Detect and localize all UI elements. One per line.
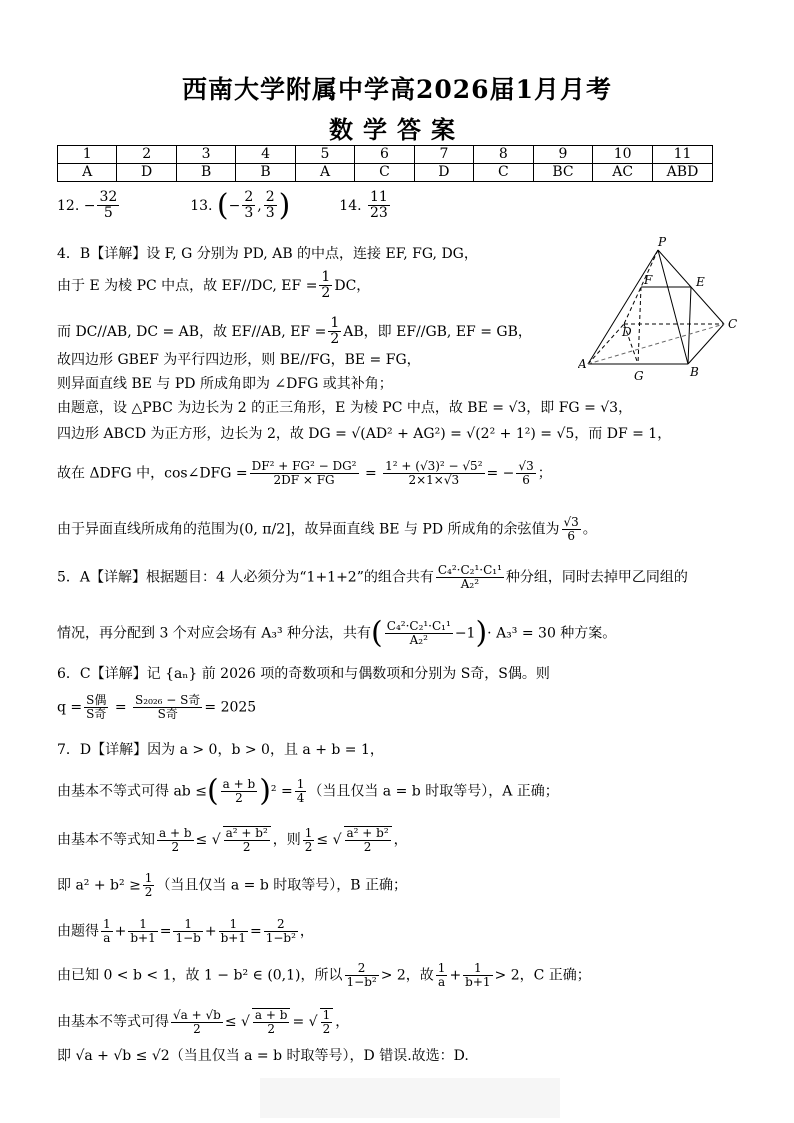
q4-half-2: $\frac{1}{2}$ bbox=[330, 315, 340, 348]
q7-l7-frac-2-den: 2 bbox=[267, 1022, 275, 1037]
q7-l5-frac-1-den: a bbox=[103, 931, 111, 946]
q13-label: 13. bbox=[190, 197, 213, 214]
q7-l5-frac-1 bbox=[101, 918, 113, 945]
q5-frac-1-den: A₂² bbox=[460, 577, 480, 592]
q7-l7-frac-3-den: 2 bbox=[322, 1022, 331, 1037]
q4-line-9-b: ，故异面直线 BE 与 PD 所成角的余弦值为 bbox=[290, 521, 560, 538]
q4-cos-frac-1 bbox=[250, 460, 359, 487]
question-number-cell: 7 bbox=[414, 146, 473, 164]
q5-line-2-c: · A₃³ = 30 种方案。 bbox=[487, 625, 617, 642]
q14-num: 11 bbox=[370, 189, 388, 205]
answer-cell: C bbox=[474, 164, 533, 182]
q7-frac-b-den: 4 bbox=[296, 791, 305, 806]
q4-angle-range: (0, π/2] bbox=[239, 521, 291, 538]
q7-frac-b bbox=[295, 778, 307, 805]
answer-cell: A bbox=[295, 164, 354, 182]
q4-line-2 bbox=[57, 270, 370, 302]
q4-line-8-a: 故在 ΔDFG 中，cos∠DFG = bbox=[57, 465, 248, 482]
q7-line-5-b: ， bbox=[299, 923, 314, 940]
q4-line-9 bbox=[57, 516, 597, 543]
q6-frac-2-den: S奇 bbox=[157, 707, 178, 722]
q4-answer-den: 6 bbox=[567, 529, 575, 544]
q7-l5-frac-2-den: b+1 bbox=[130, 931, 156, 946]
q4-line-8-b: = − bbox=[486, 465, 515, 482]
question-number-cell: 11 bbox=[652, 146, 712, 164]
q7-frac-f bbox=[344, 826, 392, 854]
answer-cell: C bbox=[355, 164, 414, 182]
q4-answer-num: √3 bbox=[563, 515, 579, 529]
vertex-label-d: D bbox=[622, 325, 632, 339]
q7-frac-a-den: 2 bbox=[235, 791, 243, 806]
q7-frac-d-den: 2 bbox=[242, 840, 251, 855]
q7-l5-frac-3 bbox=[173, 918, 202, 945]
question-number-cell: 6 bbox=[355, 146, 414, 164]
edge-ad bbox=[588, 324, 624, 364]
q4-line-3 bbox=[57, 316, 532, 348]
q7-frac-b-num: 1 bbox=[296, 777, 305, 791]
answer-cell: D bbox=[414, 164, 473, 182]
q13-b-num: 2 bbox=[265, 189, 275, 205]
q7-l6-frac-2-den: a bbox=[438, 975, 446, 990]
q7-l6-frac-2-num: 1 bbox=[437, 961, 446, 975]
q7-line-4-b: （当且仅当 a = b 时取等号），B 正确； bbox=[156, 877, 408, 894]
q7-frac-a bbox=[221, 778, 258, 805]
q6-frac-1 bbox=[84, 694, 108, 721]
q7-l7-frac-3 bbox=[320, 1008, 334, 1036]
q7-line-2: 由基本不等式可得 ab ≤( $\frac{a + b}{2}$ )² = $\frac{1}{4}$ （当且仅当 a = b 时取等号），A 正确； bbox=[57, 773, 559, 809]
q5-frac-2-num: C₄²·C₂¹·C₁¹ bbox=[386, 619, 451, 633]
q7-line-6-b: > 2，故 bbox=[380, 967, 434, 984]
q5-frac-2-den: A₂² bbox=[409, 633, 428, 648]
q6-frac-1-num: S偶 bbox=[86, 693, 107, 707]
q7-l7-frac-1-num: √a + √b bbox=[173, 1007, 221, 1022]
vertex-label-b: B bbox=[690, 365, 699, 379]
q13-sign: − bbox=[228, 197, 241, 214]
q7-l5-frac-5-den: 1−b² bbox=[265, 931, 296, 946]
q7-l5-frac-1-num: 1 bbox=[103, 917, 111, 931]
answer-cell: AC bbox=[593, 164, 653, 182]
q5-line-1-a: 5．A【详解】根据题目：4 人必须分为“1+1+2”的组合共有 bbox=[57, 569, 434, 586]
q7-frac-d-num: a² + b² bbox=[225, 826, 268, 840]
q7-line-7-c: = √ bbox=[292, 1014, 318, 1031]
q7-l7-frac-3-num: 1 bbox=[322, 1008, 331, 1022]
q13-frac-b bbox=[264, 190, 277, 222]
q7-l6-frac-1-num: 2 bbox=[345, 962, 379, 976]
question-number-cell: 10 bbox=[593, 146, 653, 164]
q7-l5-frac-2-num: 1 bbox=[128, 918, 157, 932]
q7-line-7-a: 由基本不等式可得 bbox=[57, 1014, 169, 1031]
q7-l7-frac-2-num: a + b bbox=[254, 1008, 288, 1022]
q7-frac-g bbox=[143, 872, 155, 899]
q14-label: 14. bbox=[339, 197, 362, 214]
fill-in-answers: 12. − $\frac{32}{5}$ 13. (− $\frac{2}{3}$ , $\frac{2}{3}$ ) 14. $\frac{11}{23}$ bbox=[57, 187, 388, 223]
q5-line-1 bbox=[57, 564, 688, 591]
q14-fraction bbox=[368, 190, 390, 222]
q7-l7-frac-1-den: 2 bbox=[193, 1021, 201, 1036]
q4-line-3-a: 而 DC//AB, DC = AB，故 EF//AB, EF = bbox=[57, 323, 327, 340]
q7-l7-frac-2 bbox=[252, 1008, 291, 1036]
q7-l5-frac-4-num: 1 bbox=[219, 918, 248, 932]
q4-cos-frac-1-num: DF² + FG² − DG² bbox=[251, 459, 357, 473]
q7-frac-f-num: a² + b² bbox=[346, 826, 389, 840]
answer-cell: BC bbox=[533, 164, 593, 182]
q7-line-7 bbox=[57, 1008, 349, 1036]
q4-line-3-b: AB，即 EF//GB, EF = GB， bbox=[343, 323, 532, 340]
q7-l5-frac-4 bbox=[219, 918, 248, 945]
q7-line-5: 由题得 $\frac{1}{a}$ + $\frac{1}{b+1}$ = $\frac{1}{1-b}$ + $\frac{1}{b+1}$ = $\frac{2}{\text{1−b²}}$ ， bbox=[57, 917, 314, 946]
q7-line-5-a: 由题得 bbox=[57, 923, 99, 940]
q13-frac-a bbox=[242, 190, 255, 222]
q7-frac-c bbox=[157, 827, 194, 854]
q7-frac-e-den: 2 bbox=[304, 839, 313, 854]
answer-cell: A bbox=[58, 164, 117, 182]
q7-line-8: 即 √a + √b ≤ √2（当且仅当 a = b 时取等号），D 错误.故选：D. bbox=[57, 1048, 469, 1064]
q7-line-2-b: ² = bbox=[270, 783, 293, 800]
q7-l5-frac-5-num: 2 bbox=[264, 918, 298, 932]
question-number-cell: 4 bbox=[236, 146, 295, 164]
q7-line-3-c: ，则 bbox=[272, 832, 301, 849]
page-subtitle: 数学答案 bbox=[329, 115, 465, 144]
question-number-cell: 3 bbox=[176, 146, 235, 164]
q4-answer-frac bbox=[562, 516, 581, 543]
q4-line-2-a: 由于 E 为棱 PC 中点，故 EF//DC, EF = bbox=[57, 277, 318, 294]
q5-line-2-b: −1 bbox=[454, 625, 476, 642]
q13-b-den: 3 bbox=[265, 205, 275, 222]
question-number-cell: 8 bbox=[474, 146, 533, 164]
q5-frac-2 bbox=[385, 620, 453, 647]
vertex-label-g: G bbox=[634, 369, 644, 383]
q5-line-2-a: 情况，再分配到 3 个对应会场有 A₃³ 种分法，共有 bbox=[57, 625, 372, 642]
segment-fg bbox=[638, 287, 641, 364]
q12-num: 32 bbox=[99, 189, 118, 205]
question-number-cell: 9 bbox=[533, 146, 593, 164]
page-title: 西南大学附属中学高2026届1月月考 bbox=[182, 75, 612, 104]
q7-l5-frac-2 bbox=[128, 918, 157, 945]
answer-cell: D bbox=[117, 164, 176, 182]
q4-half-1: $\frac{1}{2}$ bbox=[321, 269, 331, 302]
q7-l6-frac-3 bbox=[463, 962, 492, 989]
q7-line-7-b: ≤ √ bbox=[224, 1014, 250, 1031]
q7-l5-frac-3-num: 1 bbox=[173, 918, 202, 932]
q4-cos-frac-2-den: 2×1×√3 bbox=[408, 473, 460, 488]
answer-table-answer-row bbox=[58, 164, 713, 182]
q5-line-2: 情况，再分配到 3 个对应会场有 A₃³ 种分法，共有( $\frac{\text{C₄²·C₂¹·C₁¹}}{\text{A₂²}}$ −1)· A₃³ = 30 种方案。 bbox=[57, 615, 617, 651]
q4-cos-frac-3-num: √3 bbox=[518, 459, 534, 473]
answer-table-number-row bbox=[58, 146, 713, 164]
question-number-cell: 2 bbox=[117, 146, 176, 164]
q12-label: 12. bbox=[57, 197, 80, 214]
q6-frac-1-den: S奇 bbox=[86, 707, 107, 722]
q4-line-2-b: DC， bbox=[334, 277, 371, 294]
q7-line-4-a: 即 a² + b² ≥ bbox=[57, 877, 141, 894]
q7-frac-a-num: a + b bbox=[222, 777, 256, 791]
question-number-cell: 1 bbox=[58, 146, 117, 164]
answer-cell: ABD bbox=[652, 164, 712, 182]
q4-line-9-a: 由于异面直线所成角的范围为 bbox=[57, 521, 239, 538]
q12-fraction bbox=[97, 190, 119, 222]
q6-line-2-a: q = bbox=[57, 699, 83, 716]
q7-line-6: 由已知 0 < b < 1，故 1 − b² ∈ (0,1)，所以 $\frac{2}{\text{1−b²}}$ > 2，故 $\frac{1}{a}$ + $\frac{1}{b+1}$ > 2，C 正确； bbox=[57, 961, 591, 990]
q6-line-2: q = $\frac{\text{S偶}}{\text{S奇}}$ = $\frac{\text{S₂₀₂₆ − S奇}}{\text{S奇}}$ = 2025 bbox=[57, 693, 257, 722]
q13-a-num: 2 bbox=[244, 189, 254, 205]
q7-frac-e-num: 1 bbox=[304, 825, 313, 840]
vertex-label-p: P bbox=[658, 236, 667, 249]
q5-line-1-b: 种分组，同时去掉甲乙同组的 bbox=[505, 569, 688, 586]
q7-line-3 bbox=[57, 826, 408, 854]
q4-cos-frac-2-num: 1² + (√3)² − √5² bbox=[385, 459, 483, 473]
q7-l6-frac-2 bbox=[436, 962, 448, 989]
q7-line-7-d: ， bbox=[335, 1014, 350, 1031]
q7-l6-frac-1 bbox=[345, 962, 379, 989]
q7-l7-frac-1 bbox=[171, 1009, 223, 1036]
q7-line-6-a: 由已知 0 < b < 1，故 1 − b² ∈ (0,1)，所以 bbox=[57, 967, 343, 984]
q7-l6-frac-3-num: 1 bbox=[463, 962, 492, 976]
q4-cos-frac-3 bbox=[516, 460, 535, 487]
q5-frac-1 bbox=[436, 564, 504, 591]
q7-l5-frac-5 bbox=[264, 918, 298, 945]
q4-cos-frac-1-den: 2DF × FG bbox=[273, 473, 335, 488]
vertex-label-c: C bbox=[728, 317, 738, 331]
q4-line-5: 则异面直线 BE 与 PD 所成角即为 ∠DFG 或其补角； bbox=[57, 376, 393, 392]
footer-watermark-area bbox=[260, 1078, 560, 1118]
vertex-label-a: A bbox=[578, 357, 587, 371]
vertex-label-f: F bbox=[644, 273, 653, 287]
q7-l6-frac-1-den: 1−b² bbox=[346, 975, 377, 990]
q4-line-1: 4．B【详解】设 F, G 分别为 PD, AB 的中点，连接 EF, FG, DG， bbox=[57, 246, 478, 262]
q7-line-6-c: > 2，C 正确； bbox=[494, 967, 591, 984]
q7-frac-f-den: 2 bbox=[363, 840, 372, 855]
q7-frac-g-num: 1 bbox=[144, 871, 153, 885]
q7-line-3-b: ≤ √ bbox=[195, 832, 221, 849]
q14-den: 23 bbox=[370, 205, 388, 222]
q4-line-8: 故在 ΔDFG 中，cos∠DFG = $\frac{\text{DF² + FG² − DG²}}{2DF \times FG}$ = $\frac{\text{1² + (√3)² − √5²}}{2\times 1\times√3}$ = − $\frac{√3}{6}$ ； bbox=[57, 459, 552, 488]
segment-be bbox=[688, 287, 691, 364]
q7-line-4 bbox=[57, 872, 407, 899]
q4-line-9-c: 。 bbox=[582, 521, 597, 538]
q6-line-2-b: = 2025 bbox=[204, 699, 257, 716]
q4-cos-frac-3-den: 6 bbox=[522, 473, 530, 488]
q7-frac-g-den: 2 bbox=[144, 885, 153, 900]
q7-frac-d bbox=[223, 826, 271, 854]
q7-line-2-c: （当且仅当 a = b 时取等号），A 正确； bbox=[308, 783, 559, 800]
q12-sign: − bbox=[83, 197, 96, 214]
q6-frac-2 bbox=[133, 694, 202, 721]
q7-frac-c-den: 2 bbox=[171, 839, 180, 854]
q13-a-den: 3 bbox=[244, 205, 254, 222]
q7-l5-frac-3-den: 1−b bbox=[175, 931, 201, 946]
answer-cell: B bbox=[236, 164, 295, 182]
vertex-label-e: E bbox=[696, 275, 705, 289]
answer-table bbox=[57, 145, 713, 182]
q7-line-1: 7．D【详解】因为 a > 0，b > 0，且 a + b = 1， bbox=[57, 742, 384, 758]
edge-bc bbox=[688, 324, 724, 364]
q4-line-6: 由题意，设 △PBC 为边长为 2 的正三角形，E 为棱 PC 中点，故 BE = √3，即 FG = √3， bbox=[57, 400, 633, 416]
q12-den: 5 bbox=[103, 205, 113, 222]
q7-l5-frac-4-den: b+1 bbox=[220, 931, 246, 946]
q4-line-4: 故四边形 GBEF 为平行四边形，则 BE//FG，BE = FG， bbox=[57, 352, 421, 368]
question-number-cell: 5 bbox=[295, 146, 354, 164]
q5-frac-1-num: C₄²·C₂¹·C₁¹ bbox=[437, 563, 502, 577]
q7-frac-e bbox=[303, 827, 315, 854]
q7-frac-c-num: a + b bbox=[159, 825, 192, 840]
q7-l6-frac-3-den: b+1 bbox=[465, 975, 491, 990]
q4-line-7: 四边形 ABCD 为正方形，边长为 2，故 DG = √(AD² + AG²) = √(2² + 1²) = √5，而 DF = 1， bbox=[57, 426, 672, 442]
answer-cell: B bbox=[176, 164, 235, 182]
q7-line-3-e: ， bbox=[393, 832, 408, 849]
q7-line-3-a: 由基本不等式知 bbox=[57, 832, 155, 849]
pyramid-figure bbox=[578, 236, 748, 386]
q7-line-2-a: 由基本不等式可得 ab ≤ bbox=[57, 783, 207, 800]
q6-frac-2-num: S₂₀₂₆ − S奇 bbox=[135, 693, 201, 707]
q4-cos-frac-2 bbox=[383, 460, 484, 487]
q7-line-3-d: ≤ √ bbox=[316, 832, 342, 849]
q6-line-1: 6．C【详解】记 {aₙ} 前 2026 项的奇数项和与偶数项和分别为 S奇，S偶。则 bbox=[57, 666, 550, 682]
edge-pa bbox=[588, 250, 658, 364]
